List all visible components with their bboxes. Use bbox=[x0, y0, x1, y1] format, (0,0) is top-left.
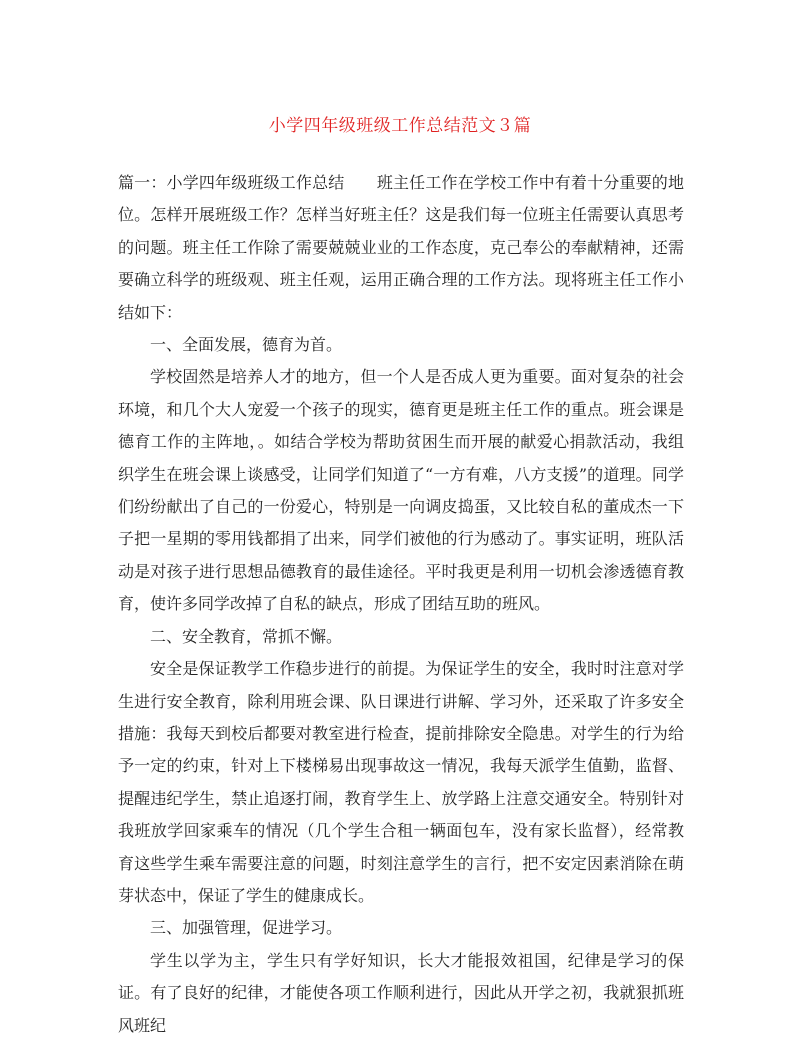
paragraph-management: 学生以学为主，学生只有学好知识，长大才能报效祖国，纪律是学习的保证。有了良好的纪律，才能使各项工作顺利进行，因此从开学之初，我就狠抓班风班纪 bbox=[118, 950, 684, 1035]
section-heading-3: 三、加强管理，促进学习。 bbox=[150, 918, 343, 938]
section-heading-1: 一、全面发展，德育为首。 bbox=[150, 335, 343, 355]
document-title: 小学四年级班级工作总结范文３篇 bbox=[268, 116, 532, 137]
paragraph-safety-education: 安全是保证教学工作稳步进行的前提。为保证学生的安全，我时时注意对学生进行安全教育，除利用班会课、队日课进行讲解、学习外，还采取了许多安全措施：我每天到校后都要对教室进行检查，提前排除安全隐患。对学生的行为给予一定的约束，针对上下楼梯易出现事故这一情况，我每天派学生值勤，监督、提醒违纪学生，禁止追逐打闹，教育学生上、放学路上注意交通安全。特别针对我班放学回家乘车的情况（几个学生合租一辆面包车，没有家长监督），经常教育这些学生乘车需要注意的问题，时刻注意学生的言行，把不安定因素消除在萌芽状态中，保证了学生的健康成长。 bbox=[118, 659, 684, 905]
paragraph-moral-education: 学校固然是培养人才的地方，但一个人是否成人更为重要。面对复杂的社会环境，和几个大人宠爱一个孩子的现实，德育更是班主任工作的重点。班会课是德育工作的主阵地，。如结合学校为帮助贫困生而开展的献爱心捐款活动，我组织学生在班会课上谈感受，让同学们知道了“一方有难，八方支援”的道理。同学们纷纷献出了自己的一份爱心，特别是一向调皮捣蛋，又比较自私的董成杰一下子把一星期的零用钱都捐了出来，同学们被他的行为感动了。事实证明，班队活动是对孩子进行思想品德教育的最佳途径。平时我更是利用一切机会渗透德育教育，使许多同学改掉了自私的缺点，形成了团结互助的班风。 bbox=[118, 367, 684, 614]
document-body bbox=[118, 167, 684, 1042]
paragraph-intro: 篇一：小学四年级班级工作总结 班主任工作在学校工作中有着十分重要的地位。怎样开展班级工作？怎样当好班主任？这是我们每一位班主任需要认真思考的问题。班主任工作除了需要兢兢业业的工作态度，克己奉公的奉献精神，还需要确立科学的班级观、班主任观，运用正确合理的工作方法。现将班主任工作小结如下： bbox=[118, 173, 684, 322]
section-heading-2: 二、安全教育，常抓不懈。 bbox=[150, 626, 343, 646]
